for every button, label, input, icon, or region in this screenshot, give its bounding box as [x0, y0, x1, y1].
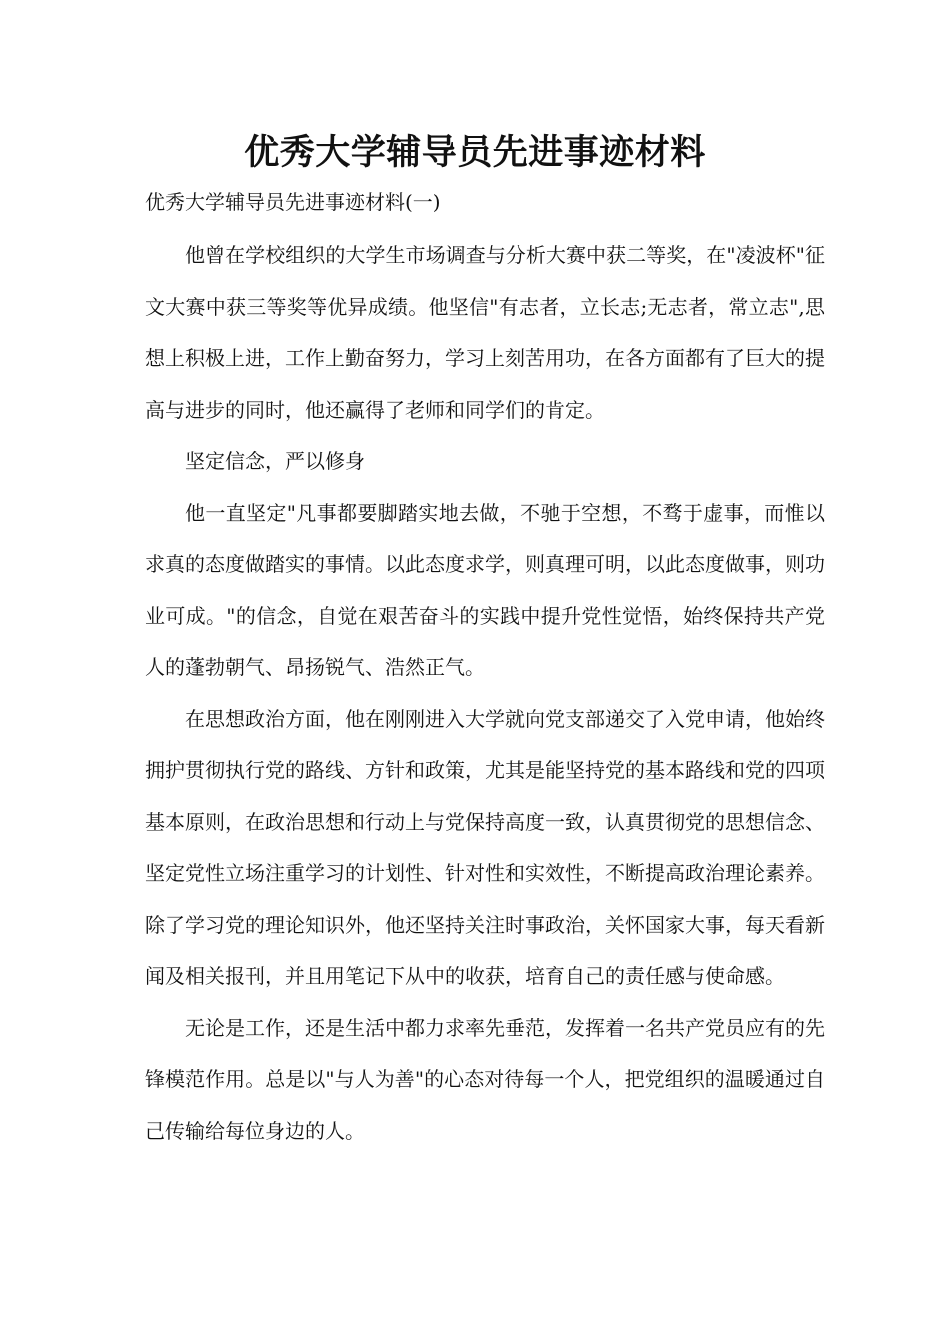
paragraph-politics: 在思想政治方面，他在刚刚进入大学就向党支部递交了入党申请，他始终拥护贯彻执行党的路线、方针和政策，尤其是能坚持党的基本路线和党的四项基本原则，在政治思想和行动上与党保持高度一致，认真贯彻党的思想信念、坚定党性立场注重学习的计划性、针对性和实效性，不断提高政治理论素养。除了学习党的理论知识外，他还坚持关注时事政治，关怀国家大事，每天看新闻及相关报刊，并且用笔记下从中的收获，培育自己的责任感与使命感。: [145, 706, 825, 988]
document-title: 优秀大学辅导员先进事迹材料: [244, 133, 706, 173]
paragraph-intro: 他曾在学校组织的大学生市场调查与分析大赛中获二等奖，在"凌波杯"征文大赛中获三等奖等优异成绩。他坚信"有志者，立长志;无志者，常立志",思想上积极上进，工作上勤奋努力，学习上刻苦用功，在各方面都有了巨大的提高与进步的同时，他还赢得了老师和同学们的肯定。: [145, 243, 825, 422]
paragraph-role-model: 无论是工作，还是生活中都力求率先垂范，发挥着一名共产党员应有的先锋模范作用。总是以"与人为善"的心态对待每一个人，把党组织的温暖通过自己传输给每位身边的人。: [145, 1015, 825, 1143]
document-body: [145, 230, 825, 1157]
paragraph-belief: 他一直坚定"凡事都要脚踏实地去做，不驰于空想，不骛于虚事，而惟以求真的态度做踏实的事情。以此态度求学，则真理可明，以此态度做事，则功业可成。"的信念，自觉在艰苦奋斗的实践中提升党性觉悟，始终保持共产党人的蓬勃朝气、昂扬锐气、浩然正气。: [145, 500, 825, 679]
section-heading: 坚定信念，严以修身: [185, 449, 365, 473]
document-subtitle: 优秀大学辅导员先进事迹材料(一): [145, 190, 441, 214]
